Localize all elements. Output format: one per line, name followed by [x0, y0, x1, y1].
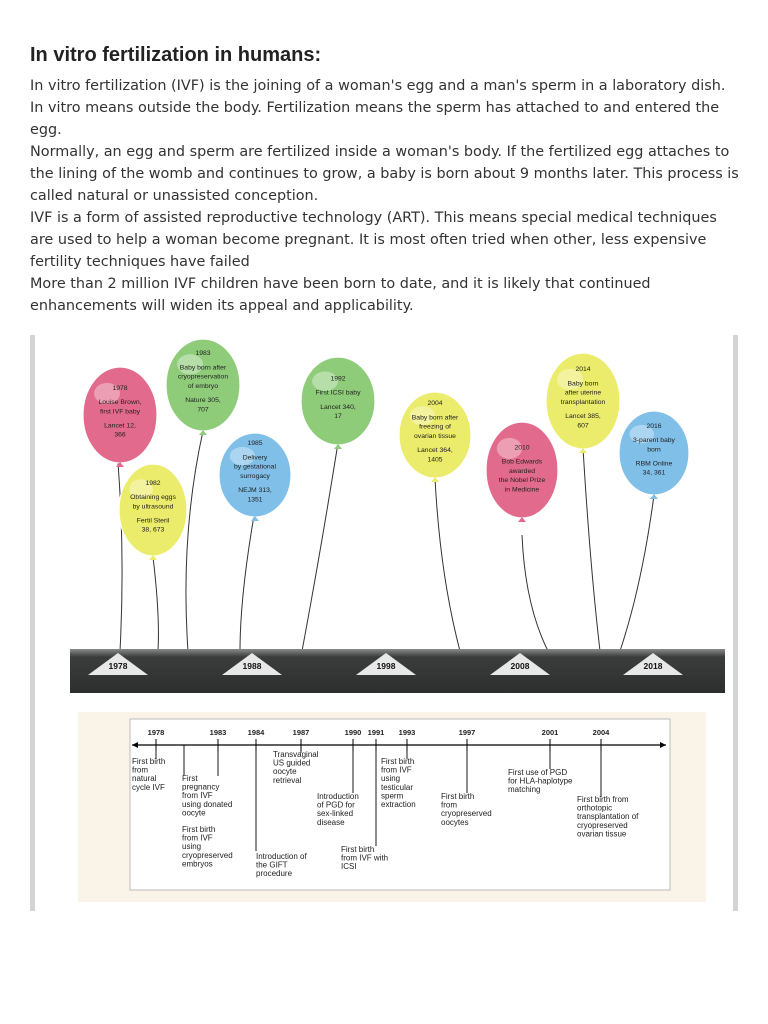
- balloon-text: freezing of: [419, 423, 451, 431]
- balloon-text: 2004: [427, 400, 443, 408]
- timeline-year-label: 2004: [592, 728, 610, 737]
- balloon-text: of embryo: [187, 382, 219, 390]
- timeline-event-text: from IVF with: [341, 853, 389, 863]
- timeline-event-text: oocytes: [441, 817, 469, 827]
- balloon-text: cryopreservation: [177, 373, 229, 381]
- ivf-figure-graphic: [30, 335, 738, 911]
- timeline-event-text: First use of PGD: [508, 768, 568, 777]
- article-title: In vitro fertilization in humans:: [30, 44, 322, 66]
- timeline-event-text: First birth from: [577, 795, 629, 804]
- balloon-2014: [546, 353, 620, 453]
- timeline-event-text: using donated: [182, 799, 233, 809]
- balloon-text: in Medicine: [504, 486, 540, 494]
- timeline-event-text: transplantation of: [577, 812, 639, 822]
- timeline-event-text: Introduction: [317, 792, 359, 801]
- balloon-text: the Nobel Prize: [498, 477, 546, 485]
- balloon-text: Lancet 12,: [104, 422, 136, 430]
- balloon-text: 1405: [427, 456, 443, 464]
- timeline-event-text: testicular: [381, 782, 414, 792]
- balloon-shape: [301, 357, 375, 445]
- axis-year-label: 1978: [108, 661, 128, 671]
- balloon-text: surrogacy: [240, 472, 270, 480]
- axis-year-label: 1988: [242, 661, 262, 671]
- article-paragraph: IVF is a form of assisted reproductive technology (ART). This means special medical techniques are used to help a woman become pregnant. It is most often tried when other, less expensive fertility techniques have failed: [30, 210, 717, 270]
- balloon-text: NEJM 313,: [238, 487, 272, 495]
- timeline-event-text: procedure: [256, 869, 293, 879]
- balloon-text: Louise Brown,: [98, 399, 142, 407]
- balloon-text: Baby born after: [179, 364, 227, 372]
- timeline-event-text: from IVF: [381, 765, 412, 775]
- article-paragraph: Normally, an egg and sperm are fertilized inside a woman's body. If the fertilized egg attaches to the lining of the womb and continues to grow, a baby is born about 9 months later. This process is called natural or unassisted conception.: [30, 144, 739, 204]
- balloon-text: 34, 361: [642, 469, 666, 477]
- balloon-text: born: [647, 446, 661, 454]
- timeline-event-text: embryos: [182, 859, 213, 869]
- figure-border-right: [733, 335, 738, 911]
- timeline-year-label: 1978: [147, 728, 165, 737]
- timeline-event-text: for HLA-haplotype: [508, 776, 573, 786]
- balloon-text: after uterine: [564, 389, 602, 397]
- balloon-1992: [301, 357, 375, 449]
- balloon-text: 2014: [575, 366, 591, 374]
- timeline-event-text: cycle IVF: [132, 782, 165, 792]
- timeline-event-text: oocyte: [182, 808, 206, 818]
- timeline-event-text: matching: [508, 785, 541, 795]
- figure-border-left: [30, 335, 35, 911]
- timeline-year-label: 1993: [398, 728, 416, 737]
- timeline-year-label: 1997: [458, 728, 476, 737]
- balloon-text: Delivery: [242, 454, 268, 462]
- balloon-text: 607: [577, 422, 589, 430]
- timeline-event-text: the GIFT: [256, 860, 288, 870]
- balloon-text: Bob Edwards: [501, 458, 543, 466]
- timeline-event-text: disease: [317, 817, 345, 827]
- balloon-text: ovarian tissue: [414, 432, 456, 440]
- balloon-text: 17: [334, 413, 342, 421]
- balloon-text: First ICSI baby: [315, 389, 361, 397]
- balloon-2010: [486, 422, 558, 522]
- timeline-event-text: First birth: [341, 845, 375, 854]
- timeline-year-label: 1990: [344, 728, 362, 737]
- balloon-text: Lancet 340,: [320, 403, 356, 411]
- timeline-event-text: oocyte: [273, 767, 297, 777]
- article-paragraph: In vitro fertilization (IVF) is the joining of a woman's egg and a man's sperm in a laboratory dish. In vitro means outside the body. Fertilization means the sperm has attached to and entered the egg.: [30, 78, 726, 138]
- balloon-text: transplantation: [560, 398, 606, 406]
- timeline-event-text: sperm: [381, 791, 404, 801]
- timeline-event-text: cryopreserved: [577, 820, 628, 830]
- balloon-text: 3-parent baby: [633, 437, 675, 445]
- balloon-text: by ultrasound: [132, 503, 174, 511]
- balloon-text: 1985: [247, 440, 263, 448]
- timeline-event-text: from IVF: [182, 791, 213, 801]
- timeline-event-text: First birth: [381, 757, 415, 766]
- timeline-event-text: First: [182, 774, 198, 783]
- timeline-year-label: 2001: [541, 728, 559, 737]
- axis-year-label: 2018: [643, 661, 663, 671]
- balloon-text: Nature 305,: [185, 397, 221, 405]
- balloon-text: Baby born after: [411, 414, 459, 422]
- timeline-event-text: ovarian tissue: [577, 829, 627, 839]
- axis-year-label: 2008: [510, 661, 530, 671]
- timeline-event-text: from: [441, 800, 457, 810]
- timeline-event-text: extraction: [381, 800, 416, 809]
- timeline-event-text: Introduction of: [256, 852, 307, 861]
- balloon-text: Obtaining eggs: [130, 494, 176, 502]
- timeline-event-text: using: [381, 774, 401, 784]
- timeline-event-text: First birth: [132, 757, 166, 766]
- timeline-event-text: First birth: [182, 825, 216, 834]
- timeline-event-text: orthotopic: [577, 803, 613, 813]
- timeline-event-text: pregnancy: [182, 782, 220, 792]
- balloon-text: 1992: [330, 375, 346, 383]
- balloon-text: 1351: [247, 496, 263, 504]
- balloon-2016: [619, 411, 689, 499]
- axis-year-label: 1998: [376, 661, 396, 671]
- timeline-event-text: US guided: [273, 758, 311, 768]
- balloon-text: 1983: [195, 350, 211, 358]
- timeline-event-text: natural: [132, 774, 157, 784]
- timeline-year-label: 1984: [247, 728, 265, 737]
- timeline-event-text: ICSI: [341, 862, 357, 872]
- timeline-event-text: Transvaginal: [273, 750, 319, 759]
- timeline-event-text: of PGD for: [317, 800, 355, 810]
- timeline-event-text: retrieval: [273, 775, 302, 785]
- balloon-1978: [83, 367, 157, 467]
- balloons: [83, 339, 689, 560]
- timeline-event-text: from: [132, 765, 148, 775]
- balloon-text: by gestational: [234, 463, 276, 471]
- article-paragraph: More than 2 million IVF children have been born to date, and it is likely that continued enhancements will widen its appeal and applicability.: [30, 276, 651, 314]
- balloon-text: Fertil Steril: [136, 517, 170, 525]
- timeline-event-text: using: [182, 842, 202, 852]
- balloon-text: 707: [197, 406, 209, 414]
- balloon-text: 2016: [646, 422, 662, 430]
- article: [30, 44, 742, 317]
- balloon-text: 366: [114, 431, 126, 439]
- balloon-text: Lancet 364,: [417, 447, 453, 455]
- timeline-event-text: sex-linked: [317, 809, 354, 819]
- balloon-text: 1982: [145, 479, 161, 487]
- timeline-year-label: 1987: [292, 728, 310, 737]
- balloon-text: first IVF baby: [99, 408, 141, 416]
- timeline-event-text: cryopreserved: [441, 809, 492, 819]
- timeline-year-label: 1991: [367, 728, 385, 737]
- balloon-2004: [399, 392, 471, 482]
- balloon-strings: [118, 431, 654, 651]
- balloon-1985: [219, 433, 291, 521]
- balloon-text: Lancet 385,: [565, 413, 601, 421]
- balloon-text: RBM Online: [635, 460, 673, 468]
- balloon-text: awarded: [508, 467, 536, 475]
- balloon-text: Baby born: [567, 380, 599, 388]
- balloon-1983: [166, 339, 240, 435]
- timeline-year-label: 1983: [209, 728, 227, 737]
- timeline-event-text: First birth: [441, 792, 475, 801]
- timeline-event-text: from IVF: [182, 833, 213, 843]
- balloon-text: 1978: [112, 384, 128, 392]
- balloon-text: 2010: [514, 444, 530, 452]
- balloon-text: 38, 673: [141, 526, 165, 534]
- ivf-history-figure: [30, 335, 738, 911]
- balloon-1982: [119, 464, 187, 560]
- timeline-event-text: cryopreserved: [182, 850, 233, 860]
